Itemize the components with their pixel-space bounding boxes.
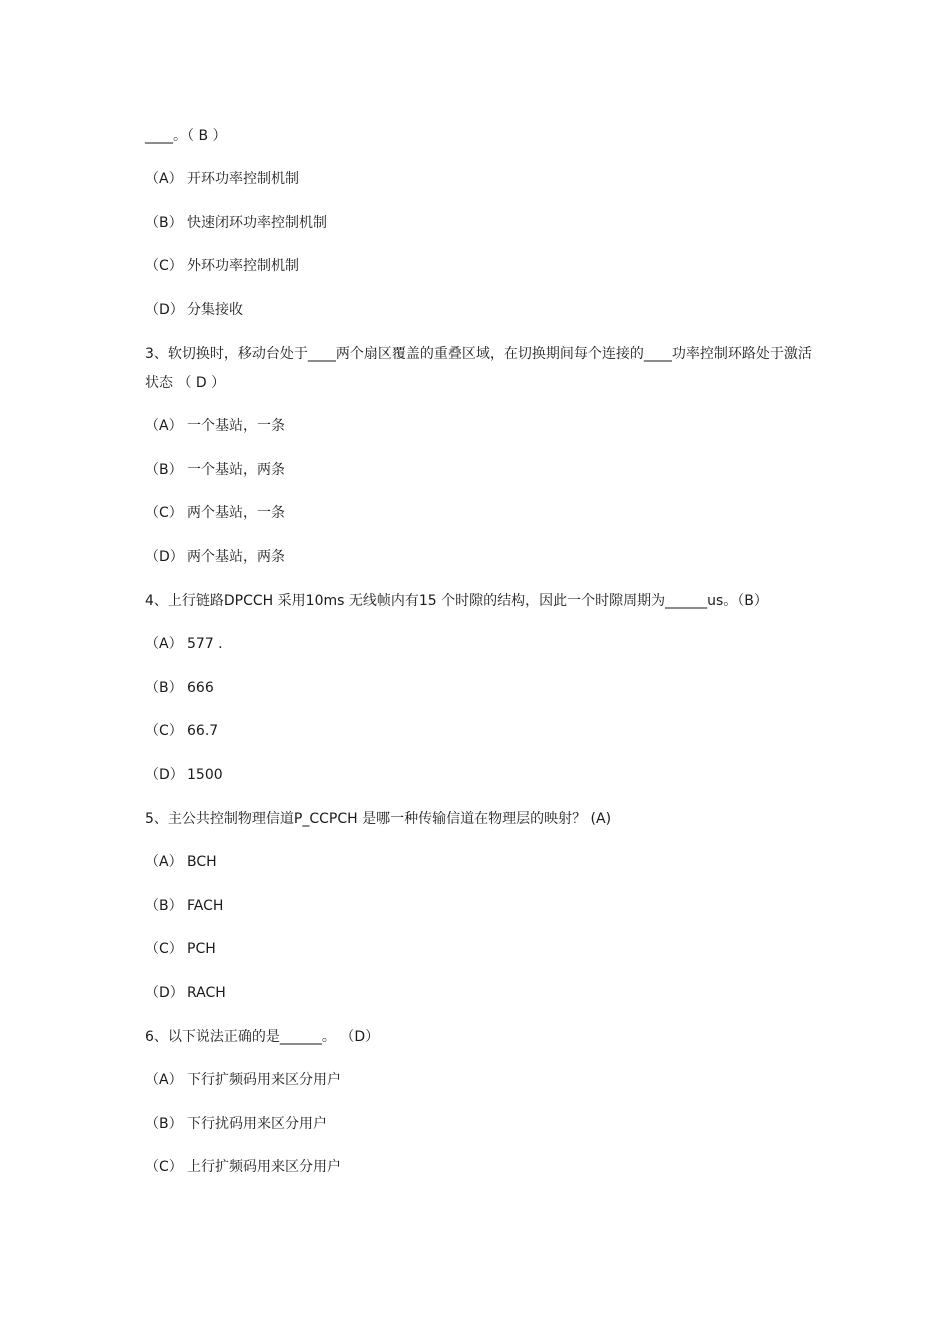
option-item [145, 1110, 815, 1139]
option-item [145, 296, 815, 325]
option-item [145, 1153, 815, 1182]
option-text: 两个基站，一条 [187, 505, 285, 521]
option-item [145, 717, 815, 746]
option-text: 分集接收 [187, 302, 243, 318]
option-text: FACH [187, 898, 224, 914]
option-label: （A） [145, 854, 183, 870]
option-text: 1500 [187, 767, 223, 783]
option-label: （C） [145, 1159, 183, 1175]
option-item [145, 979, 815, 1008]
option-text: 下行扰码用来区分用户 [187, 1116, 327, 1132]
option-item [145, 209, 815, 238]
option-text: 快速闭环功率控制机制 [187, 215, 327, 231]
option-label: （C） [145, 258, 183, 274]
option-text: 下行扩频码用来区分用户 [187, 1072, 341, 1088]
option-item [145, 252, 815, 281]
option-label: （A） [145, 636, 183, 652]
option-text: 66.7 [187, 723, 219, 739]
question-stem: 3、软切换时，移动台处于____两个扇区覆盖的重叠区域，在切换期间每个连接的____功率控制环路处于激活状态 （ D ） [145, 346, 812, 391]
option-text: 上行扩频码用来区分用户 [187, 1159, 341, 1175]
option-item [145, 165, 815, 194]
option-label: （B） [145, 680, 183, 696]
option-item [145, 674, 815, 703]
option-label: （A） [145, 1072, 183, 1088]
option-label: （C） [145, 723, 183, 739]
option-label: （B） [145, 462, 183, 478]
option-text: 666 [187, 680, 214, 696]
option-label: （D） [145, 767, 184, 783]
question-stem-continuation: ____。（ B ） [145, 128, 227, 144]
option-text: BCH [187, 854, 217, 870]
option-item [145, 935, 815, 964]
option-item [145, 892, 815, 921]
option-label: （D） [145, 302, 184, 318]
option-text: 外环功率控制机制 [187, 258, 299, 274]
option-label: （B） [145, 1116, 183, 1132]
option-item [145, 456, 815, 485]
option-text: 两个基站，两条 [187, 549, 285, 565]
option-label: （C） [145, 505, 183, 521]
option-label: （C） [145, 941, 183, 957]
option-label: （B） [145, 898, 183, 914]
question-stem: 5、主公共控制物理信道P_CCPCH 是哪一种传输信道在物理层的映射？ (A) [145, 811, 612, 827]
option-text: 一个基站，两条 [187, 462, 285, 478]
option-label: （A） [145, 171, 183, 187]
option-text: 一个基站，一条 [187, 418, 285, 434]
option-item [145, 412, 815, 441]
option-text: 开环功率控制机制 [187, 171, 299, 187]
option-item [145, 848, 815, 877]
option-item [145, 1066, 815, 1095]
option-item [145, 543, 815, 572]
option-text: RACH [187, 985, 226, 1001]
option-item [145, 630, 815, 659]
option-item [145, 761, 815, 790]
option-label: （B） [145, 215, 183, 231]
option-item [145, 499, 815, 528]
option-label: （A） [145, 418, 183, 434]
question-stem: 6、以下说法正确的是______。 （D） [145, 1029, 380, 1045]
option-text: 577 . [187, 636, 223, 652]
question-stem: 4、上行链路DPCCH 采用10ms 无线帧内有15 个时隙的结构，因此一个时隙周期为______us。（B） [145, 593, 768, 609]
option-label: （D） [145, 985, 184, 1001]
option-text: PCH [187, 941, 216, 957]
option-label: （D） [145, 549, 184, 565]
